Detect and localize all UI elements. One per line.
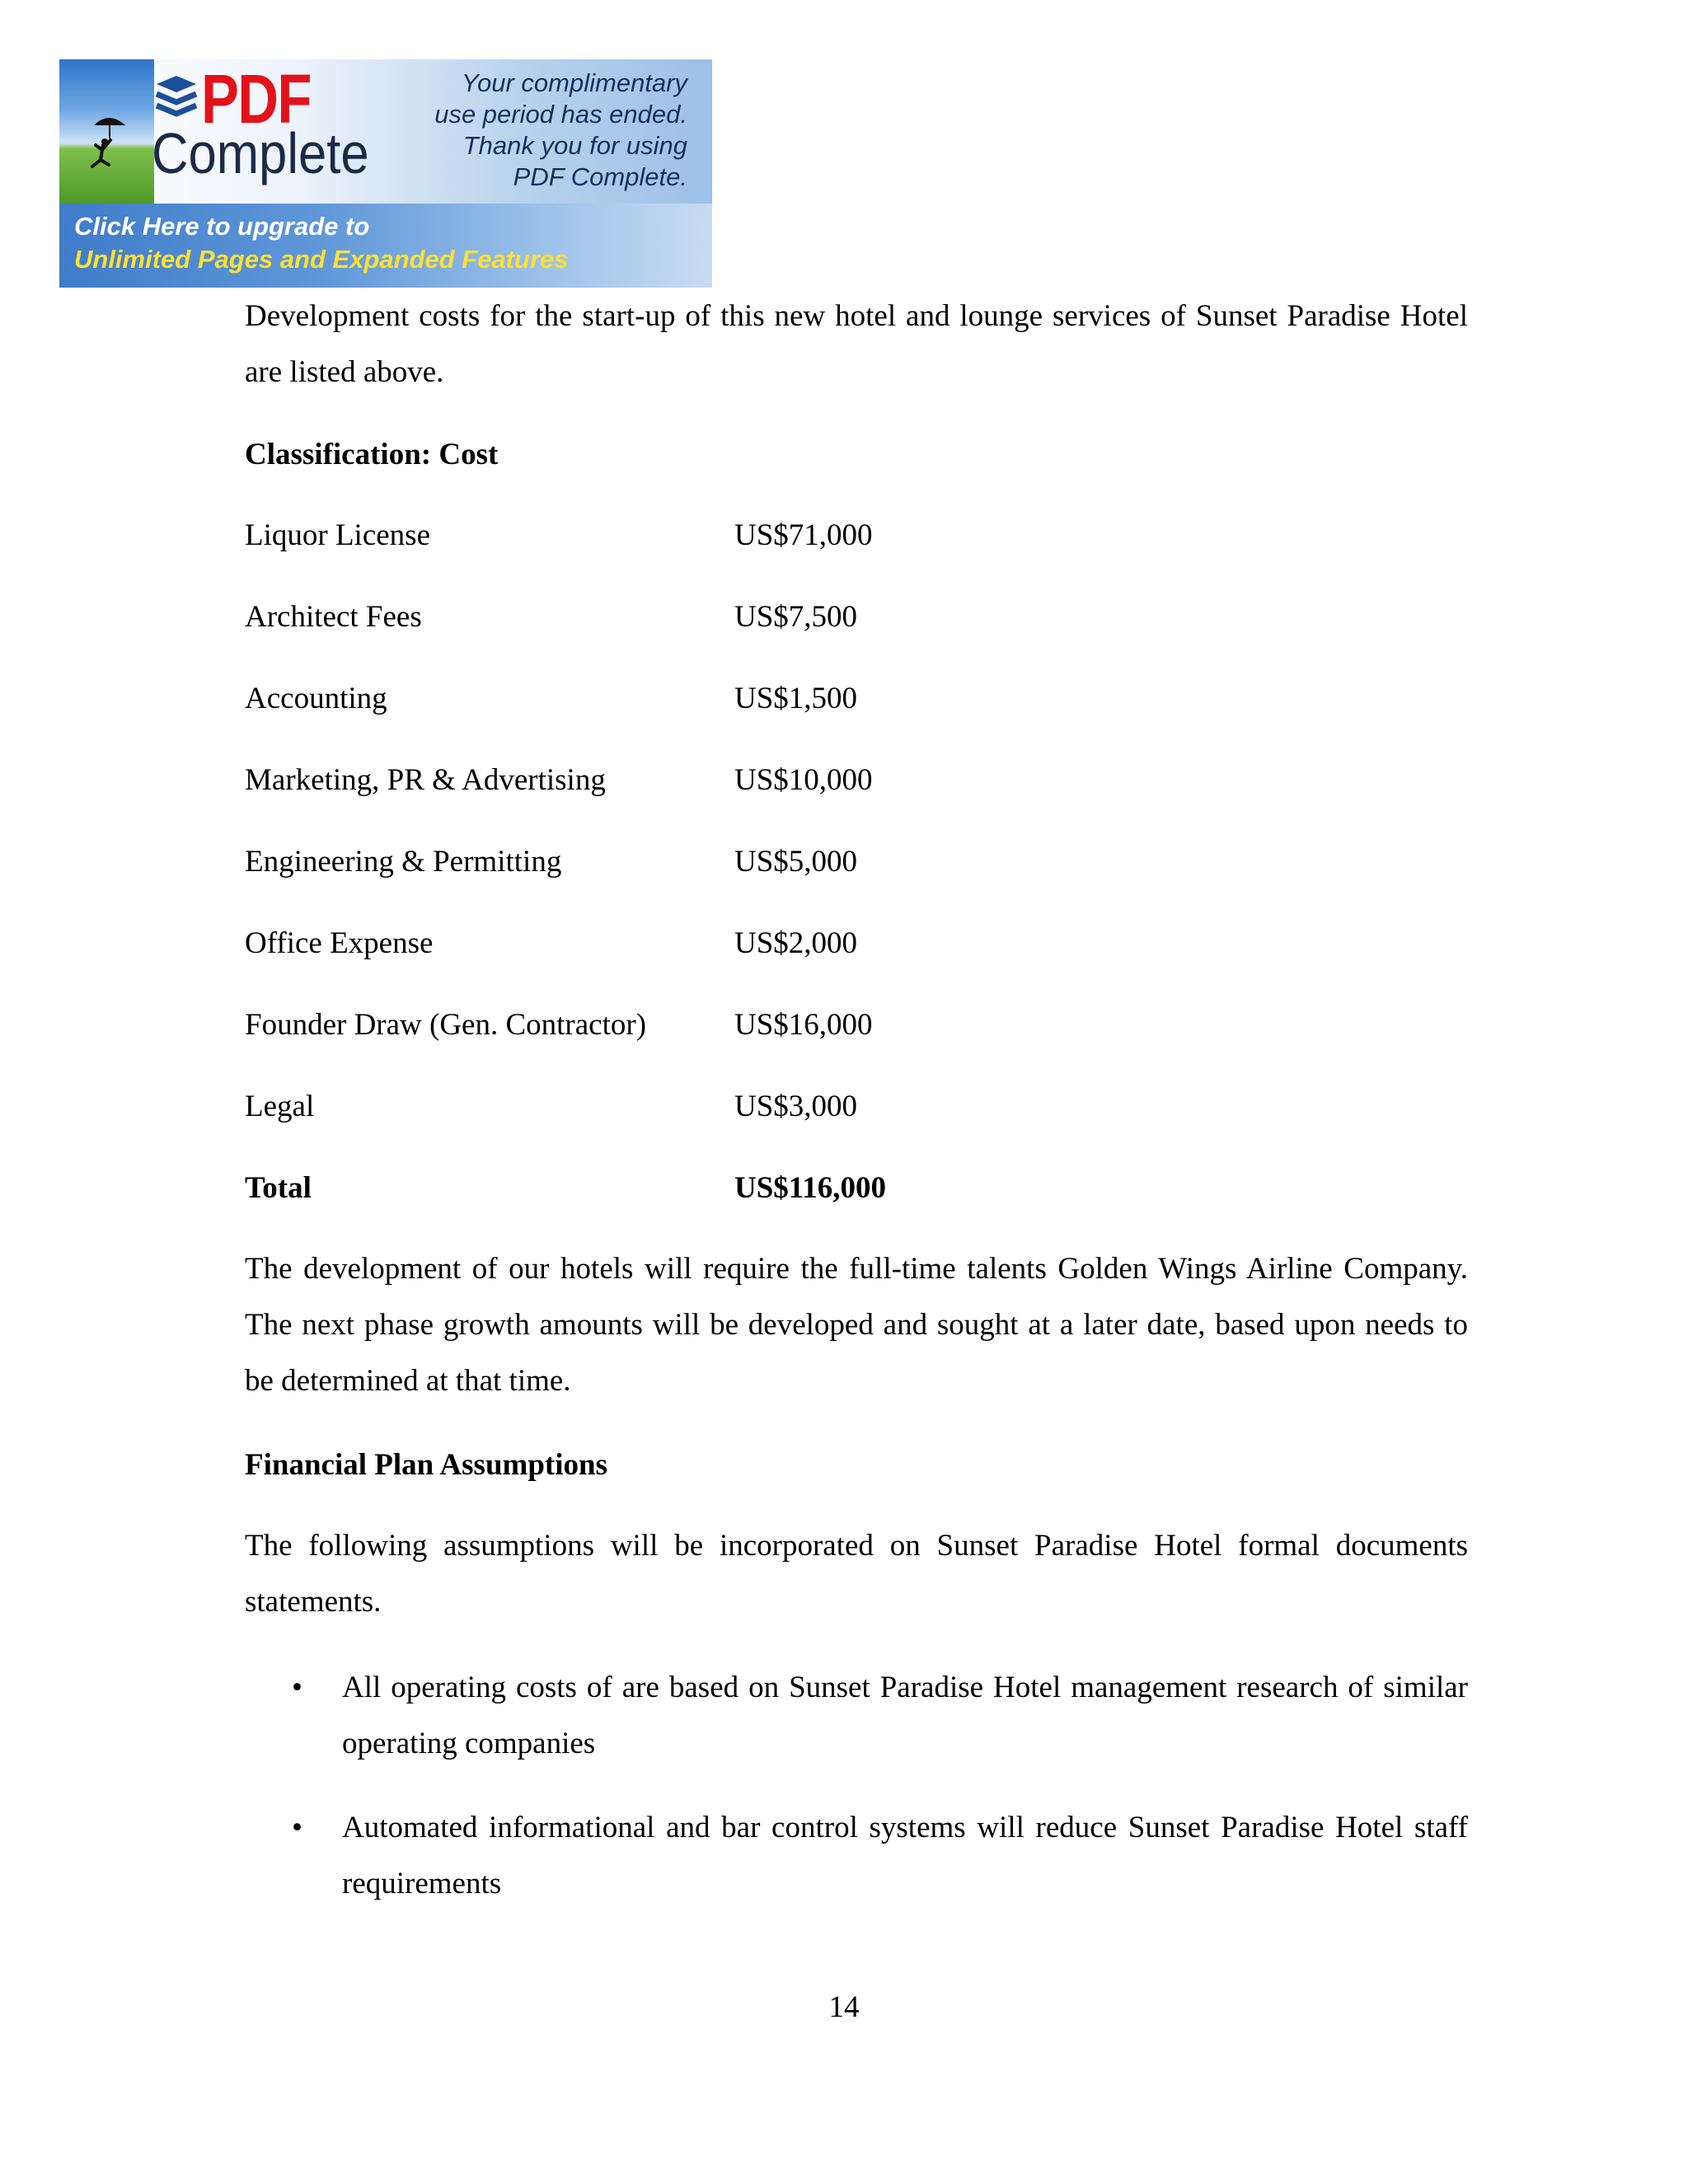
cost-value: US$71,000: [734, 518, 873, 552]
cost-row: [245, 508, 1234, 564]
cost-item: Liquor License: [245, 518, 430, 552]
cost-value: US$2,000: [734, 926, 858, 960]
upgrade-link-line2[interactable]: Unlimited Pages and Expanded Features: [74, 245, 569, 274]
assumptions-intro: The following assumptions will be incorporated on Sunset Paradise Hotel formal documents statements.: [245, 1529, 1468, 1619]
cost-value: US$3,000: [734, 1090, 858, 1123]
banner-message-line: PDF Complete.: [513, 162, 687, 191]
layers-logo-icon: [153, 73, 199, 122]
cost-item: Office Expense: [245, 926, 434, 960]
cost-row: [245, 752, 1234, 808]
cost-value: US$10,000: [734, 763, 873, 797]
cost-value: US$16,000: [734, 1008, 873, 1042]
classification-heading: Classification: Cost: [245, 438, 499, 471]
cost-row: [245, 589, 1234, 645]
development-paragraph: The development of our hotels will require the full-time talents Golden Wings Airline Company. The next phase growth amounts will be developed and sought at a later date, based upon needs to be determined at that time.: [245, 1252, 1468, 1398]
banner-message-line: use period has ended.: [434, 100, 687, 129]
banner-top-panel: [59, 59, 712, 204]
upgrade-link-line1[interactable]: Click Here to upgrade to: [74, 212, 370, 241]
cost-row: [245, 834, 1234, 890]
logo-complete-text: Complete: [152, 121, 369, 185]
cost-item: Architect Fees: [245, 600, 422, 634]
jumping-man-umbrella-icon: [59, 59, 154, 204]
cost-item: Engineering & Permitting: [245, 845, 562, 879]
cost-row: [245, 916, 1234, 972]
total-row: [245, 1160, 1234, 1216]
cost-item: Accounting: [245, 682, 387, 715]
bullet-icon: •: [292, 1671, 302, 1704]
intro-paragraph: Development costs for the start-up of this new hotel and lounge services of Sunset Paradise Hotel are listed above.: [245, 299, 1468, 389]
banner-message-line: Thank you for using: [462, 131, 687, 160]
bullet-text: Automated informational and bar control systems will reduce Sunset Paradise Hotel staff requirements: [342, 1811, 1468, 1900]
cost-item: Founder Draw (Gen. Contractor): [245, 1008, 647, 1042]
total-label: Total: [245, 1171, 312, 1205]
bullet-item: [245, 1800, 1468, 1912]
bullet-item: [245, 1660, 1468, 1772]
cost-row: [245, 671, 1234, 727]
assumptions-heading: Financial Plan Assumptions: [245, 1448, 608, 1482]
total-value: US$116,000: [734, 1171, 887, 1205]
banner-message-line: Your complimentary: [462, 68, 687, 97]
bullet-icon: •: [292, 1811, 302, 1844]
page-number: 14: [828, 1990, 860, 2024]
upgrade-banner[interactable]: [59, 59, 712, 288]
banner-message: [434, 68, 687, 193]
cost-row: [245, 1079, 1234, 1135]
cost-item: Legal: [245, 1090, 315, 1123]
cost-value: US$5,000: [734, 845, 858, 879]
cost-value: US$1,500: [734, 682, 858, 715]
cost-value: US$7,500: [734, 600, 858, 634]
bullet-text: All operating costs of are based on Sunset Paradise Hotel management research of similar operating companies: [342, 1671, 1468, 1760]
upgrade-link[interactable]: [59, 204, 712, 288]
cost-row: [245, 997, 1234, 1053]
banner-photo: [59, 59, 154, 204]
logo-pdf-text: PDF: [201, 60, 311, 138]
cost-item: Marketing, PR & Advertising: [245, 763, 606, 797]
